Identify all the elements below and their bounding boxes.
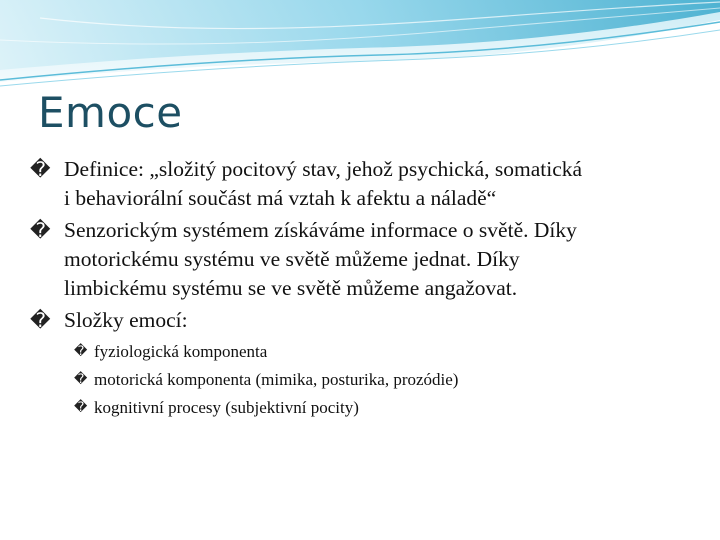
- bullet-text-line: Složky emocí:: [64, 308, 188, 332]
- bullet-icon: �: [30, 218, 51, 242]
- decorative-wave-header: [0, 0, 720, 90]
- sub-bullet-icon: �: [74, 400, 88, 415]
- sub-bullet-motor: [30, 366, 700, 393]
- bullet-text-line: motorickému systému ve světě můžeme jednat. Díky: [64, 247, 520, 271]
- bullet-components: [30, 306, 700, 335]
- sub-bullet-text: motorická komponenta (mimika, posturika, prozódie): [94, 370, 459, 389]
- sub-bullet-icon: �: [74, 344, 88, 359]
- bullet-systems: [30, 216, 700, 303]
- slide-title: Emoce: [38, 88, 183, 137]
- bullet-text-line: i behaviorální součást má vztah k afektu a náladě“: [64, 186, 497, 210]
- bullet-icon: �: [30, 157, 51, 181]
- bullet-text-line: Senzorickým systémem získáváme informace o světě. Díky: [64, 218, 577, 242]
- sub-bullet-cognitive: [30, 394, 700, 421]
- bullet-text-line: limbickému systému se ve světě můžeme angažovat.: [64, 276, 518, 300]
- sub-bullet-physiological: [30, 338, 700, 365]
- sub-bullet-icon: �: [74, 372, 88, 387]
- sub-bullet-text: kognitivní procesy (subjektivní pocity): [94, 398, 359, 417]
- sub-bullet-text: fyziologická komponenta: [94, 342, 268, 361]
- bullet-text-line: Definice: „složitý pocitový stav, jehož psychická, somatická: [64, 157, 583, 181]
- bullet-definition: [30, 155, 700, 213]
- bullet-icon: �: [30, 308, 51, 332]
- slide-content: [30, 155, 700, 421]
